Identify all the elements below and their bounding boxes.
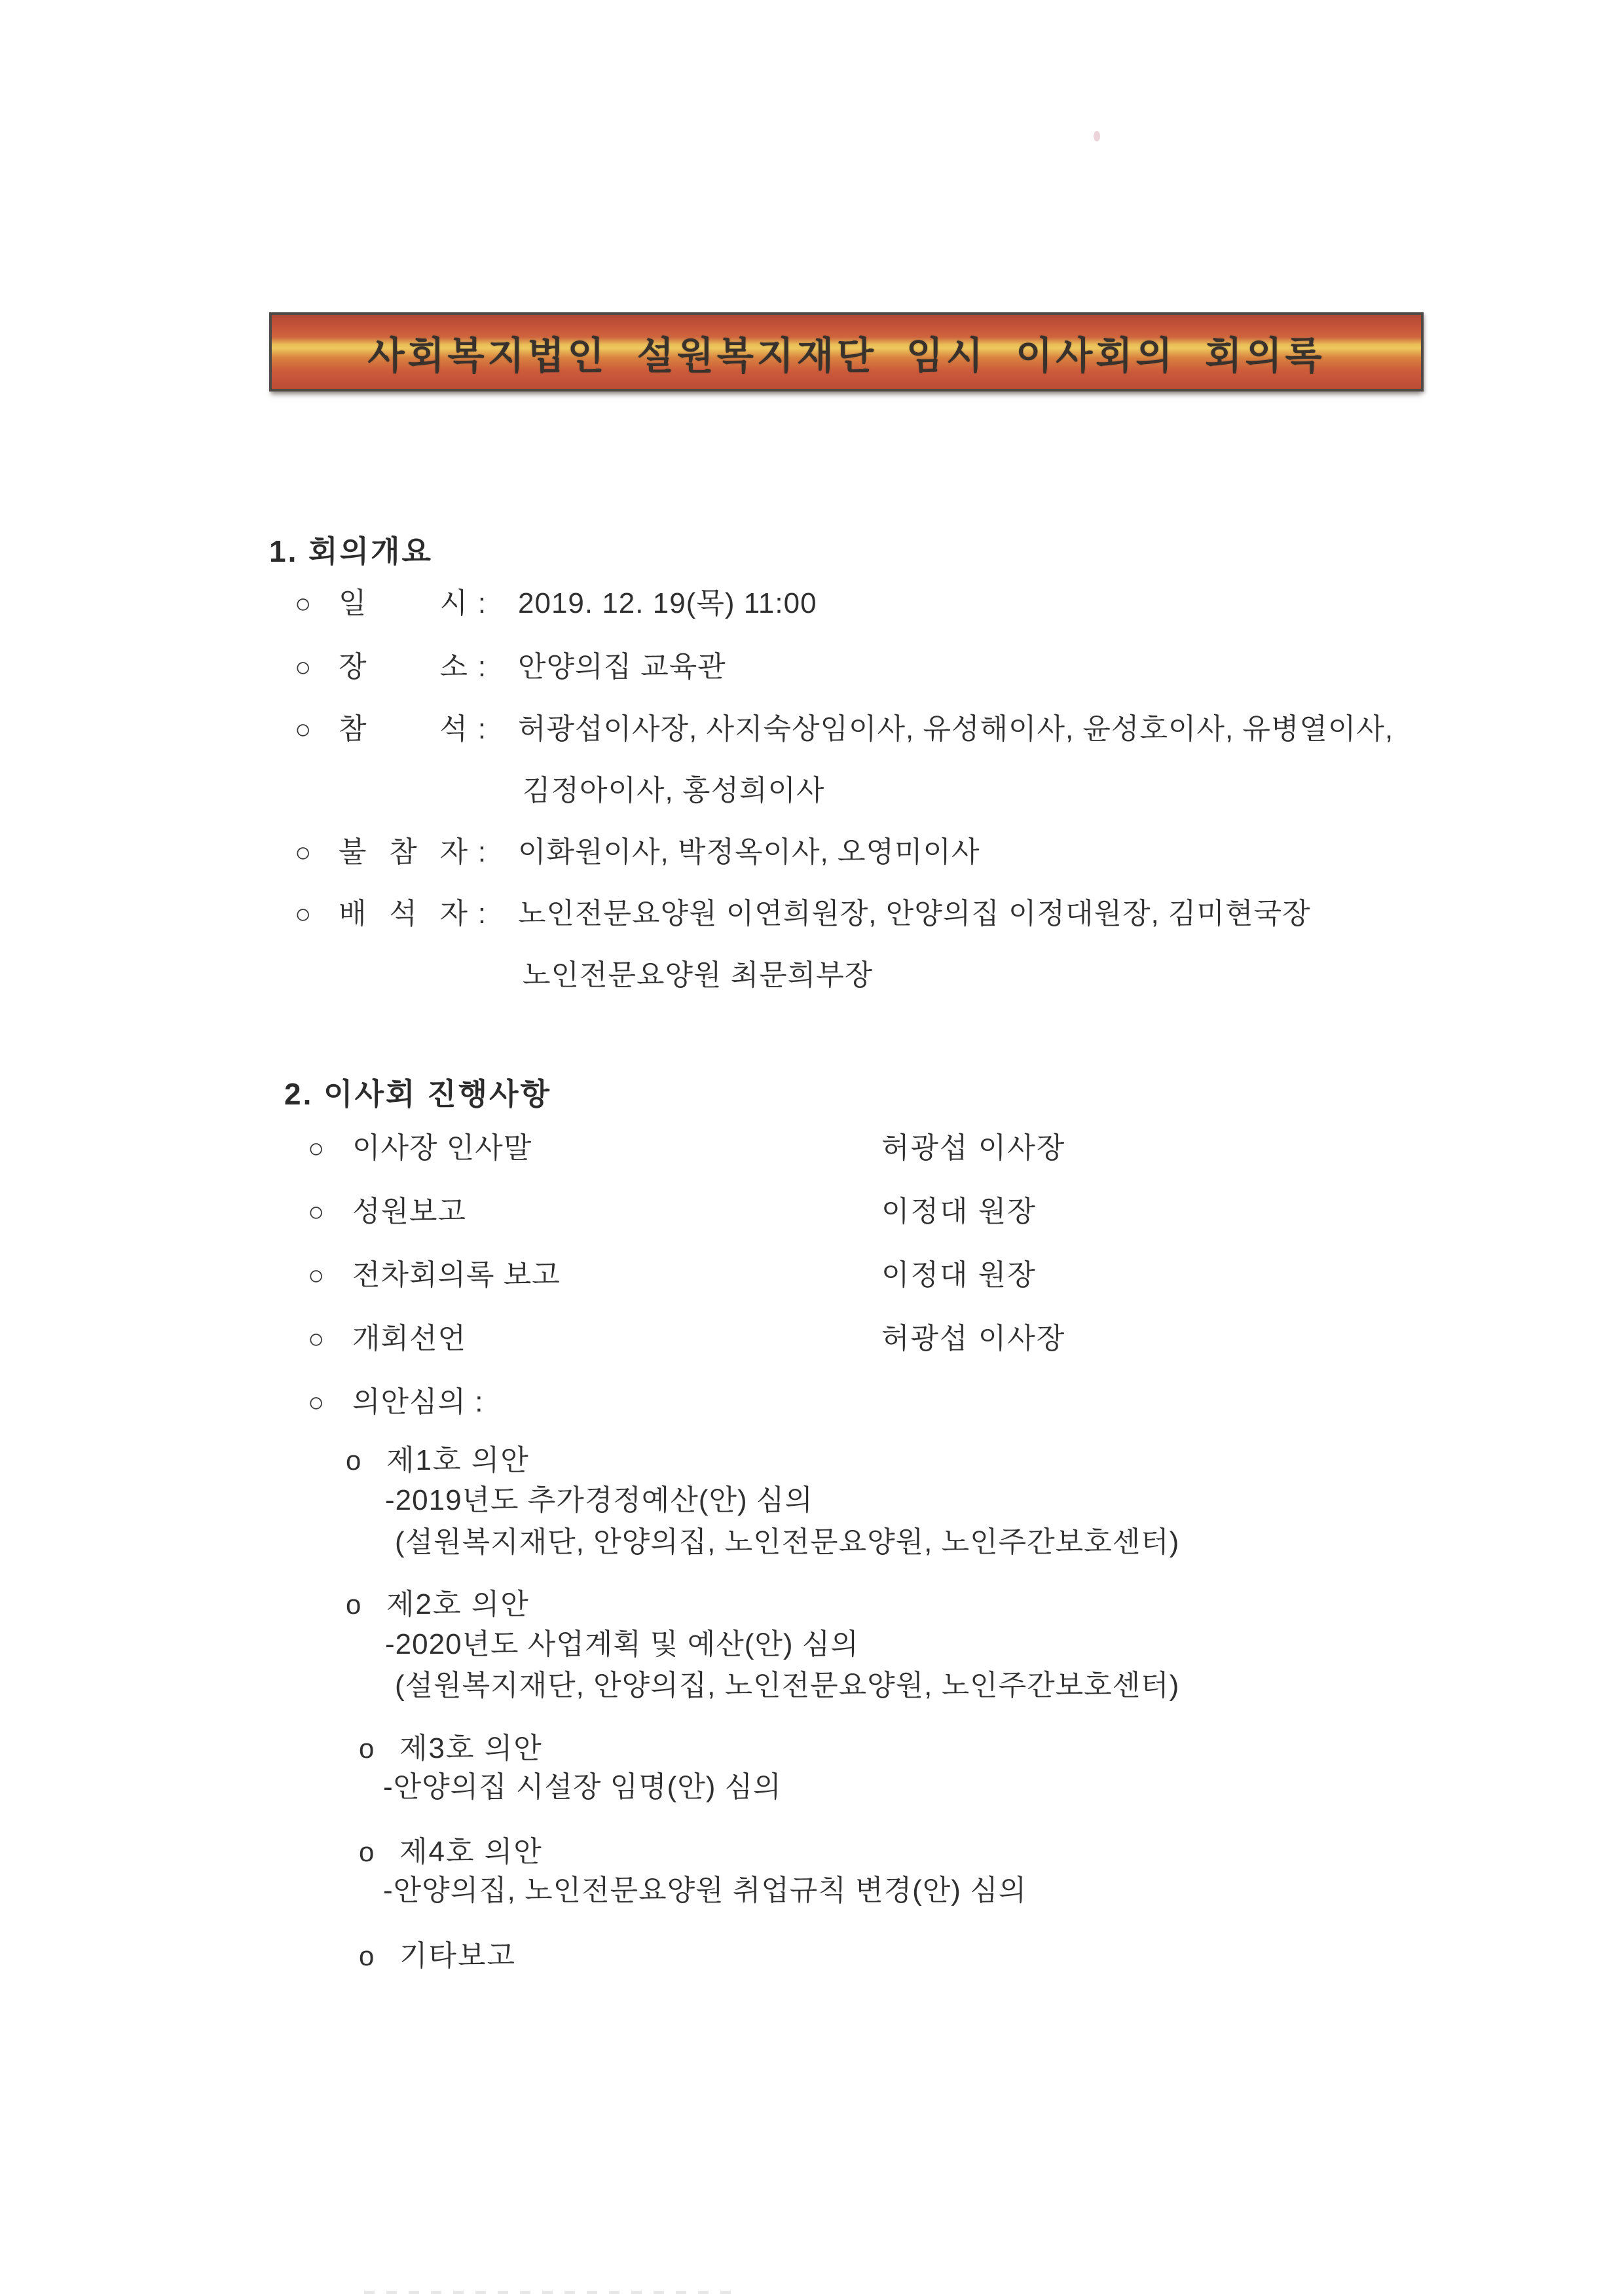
proceeding-label: 이사장 인사말 [352,1132,532,1164]
overview-colon: : [477,713,487,745]
circle-bullet-icon: ○ [308,1196,325,1227]
overview-value-observers: 노인전문요양원 이연희원장, 안양의집 이정대원장, 김미현국장 [518,898,1311,930]
proceeding-row-greeting [308,1131,1428,1165]
agenda-item-other-report [359,1939,516,1973]
circle-bullet-icon: ○ [308,1387,325,1417]
agenda-title: 제3호 의안 [399,1732,543,1764]
agenda-item-1-line1: -2019년도 추가경정예산(안) 심의 [385,1484,813,1516]
proceeding-label: 성원보고 [352,1195,467,1228]
circle-bullet-icon: ○ [295,898,312,929]
circle-bullet-icon: ○ [295,837,312,867]
agenda-title: 제1호 의안 [386,1444,530,1476]
circle-bullet-icon: ○ [308,1133,325,1163]
agenda-item-3 [359,1732,543,1766]
agenda-item-4 [359,1835,543,1869]
overview-label: 일 시 [339,587,468,619]
o-bullet-icon: o [359,1836,375,1867]
proceeding-person: 허광섭 이사장 [881,1322,1066,1355]
agenda-item-3-line1: -안양의집 시설장 임명(안) 심의 [383,1771,782,1803]
circle-bullet-icon: ○ [295,588,312,619]
agenda-item-2-line2: (설원복지재단, 안양의집, 노인전문요양원, 노인주간보호센터) [395,1669,1180,1702]
overview-value-observers-cont: 노인전문요양원 최문희부장 [523,959,874,991]
o-bullet-icon: o [359,1941,375,1971]
proceeding-person: 이정대 원장 [881,1195,1037,1228]
overview-row-place [295,650,726,684]
o-bullet-icon: o [346,1445,361,1476]
overview-label: 장 소 [339,651,468,683]
circle-bullet-icon: ○ [295,714,312,744]
section2-heading: 2. 이사회 진행사항 [284,1077,551,1111]
overview-colon: : [477,898,487,930]
title-banner [269,312,1424,392]
section1-heading: 1. 회의개요 [269,534,433,568]
circle-bullet-icon: ○ [308,1323,325,1354]
document-title: 사회복지법인 설원복지재단 임시 이사회의 회의록 [367,334,1325,377]
agenda-title: 기타보고 [399,1940,517,1972]
proceeding-label: 의안심의 : [352,1386,484,1418]
agenda-item-1 [346,1444,530,1478]
agenda-item-2 [346,1588,530,1622]
proceeding-label: 전차회의록 보고 [352,1259,561,1291]
overview-colon: : [477,587,487,619]
agenda-title: 제2호 의안 [386,1588,530,1620]
circle-bullet-icon: ○ [308,1260,325,1290]
overview-label: 참 석 [339,713,468,745]
proceeding-row-quorum [308,1195,1428,1229]
overview-colon: : [477,651,487,683]
proceeding-row-opening [308,1322,1428,1356]
circle-bullet-icon: ○ [295,651,312,682]
overview-row-observers [295,897,1310,931]
scan-speck-artifact [1094,131,1100,141]
scan-dotted-artifact [364,2291,731,2294]
overview-value-attendees: 허광섭이사장, 사지숙상임이사, 유성해이사, 윤성호이사, 유병열이사, [518,713,1394,745]
overview-label: 불 참 자 [339,836,468,868]
proceeding-person: 이정대 원장 [881,1259,1037,1291]
overview-row-attendees [295,712,1393,746]
o-bullet-icon: o [346,1589,361,1620]
agenda-item-2-line1: -2020년도 사업계획 및 예산(안) 심의 [385,1628,859,1660]
overview-label: 배 석 자 [339,898,468,930]
overview-colon: : [477,836,487,868]
agenda-title: 제4호 의안 [399,1836,543,1868]
overview-value-absentees: 이화원이사, 박정옥이사, 오영미이사 [518,836,980,868]
agenda-item-1-line2: (설원복지재단, 안양의집, 노인전문요양원, 노인주간보호센터) [395,1526,1180,1558]
agenda-item-4-line1: -안양의집, 노인전문요양원 취업규칙 변경(안) 심의 [383,1874,1027,1906]
overview-row-datetime [295,587,817,621]
overview-value-place: 안양의집 교육관 [518,651,726,683]
o-bullet-icon: o [359,1733,375,1764]
overview-value-attendees-cont: 김정아이사, 홍성희이사 [523,774,825,807]
proceeding-person: 허광섭 이사장 [881,1132,1066,1164]
proceeding-label: 개회선언 [352,1322,467,1355]
overview-value-datetime: 2019. 12. 19(목) 11:00 [518,587,817,619]
proceeding-row-deliberation [308,1385,1428,1419]
overview-row-absentees [295,835,980,869]
proceeding-row-minutes-report [308,1258,1428,1292]
